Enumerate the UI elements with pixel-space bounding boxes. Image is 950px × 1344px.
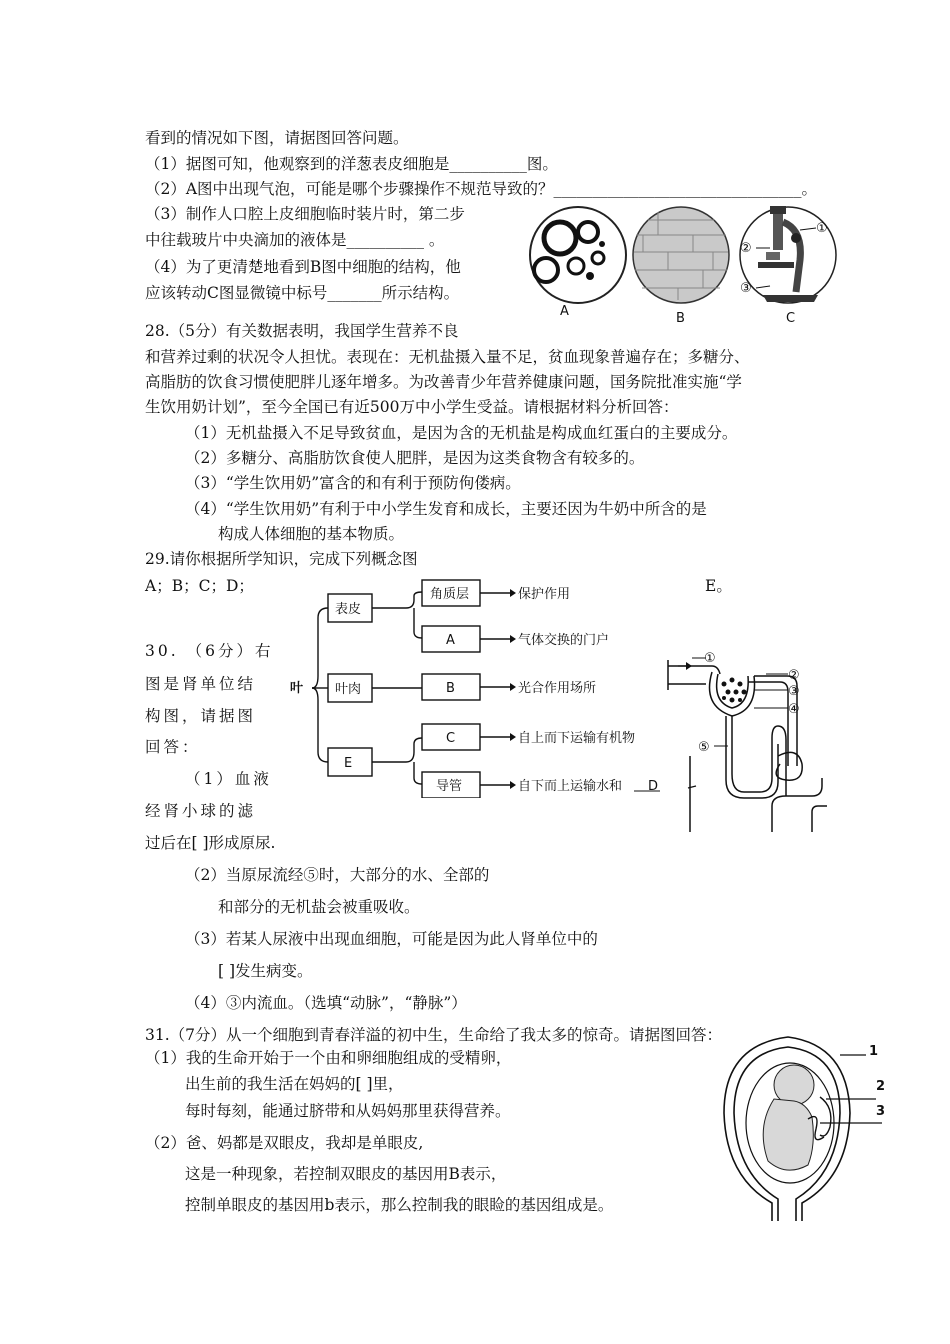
q31-item-1c: 每时每刻，能通过脐带和从妈妈那里获得营养。 [185,1102,511,1120]
q27-item-4a: （4）为了更清楚地看到B图中细胞的结构，他 [145,258,461,276]
scope-mark-2: ② [740,241,752,256]
q28-line-1: 28.（5分）有关数据表明，我国学生营养不良 [145,322,459,340]
map-photo: 光合作用场所 [518,681,597,696]
q27-item-3a: （3）制作人口腔上皮细胞临时装片时，第二步 [145,205,465,223]
q30-line-4: 回答： [145,738,201,756]
nephron-mark-5: ⑤ [698,740,710,755]
q28-item-4a: （4）“学生饮用奶”有利于中小学生发育和成长，主要还因为牛奶中所含的是 [185,500,707,518]
q27-item-2: （2）A图中出现气泡，可能是哪个步骤操作不规范导致的？________________________________。 [145,180,818,198]
q28-line-2: 和营养过剩的状况令人担忧。表现在：无机盐摄入量不足，贫血现象普遍存在；多糖分、 [145,348,750,366]
q28-item-1: （1）无机盐摄入不足导致贫血，是因为含的无机盐是构成血红蛋白的主要成分。 [185,424,738,442]
q28-line-4: 生饮用奶计划”，至今全国已有近500万中小学生受益。请根据材料分析回答： [145,398,679,416]
map-protect: 保护作用 [518,587,571,602]
nephron-mark-3: ③ [788,684,800,699]
q29-title: 29.请你根据所学知识，完成下列概念图 [145,550,418,568]
map-e: E [344,756,353,771]
q31-item-1b: 出生前的我生活在妈妈的[ ]里， [185,1075,404,1093]
intro-line: 看到的情况如下图，请据图回答问题。 [145,129,409,147]
view-a-bubbles [530,207,626,303]
q30-item-3a: （3）若某人尿液中出现血细胞，可能是因为此人肾单位中的 [185,930,598,948]
q31-item-2a: （2）爸、妈都是双眼皮，我却是单眼皮, [145,1134,424,1152]
q30-item-3b: [ ]发生病变。 [218,962,313,980]
q28-item-4b: 构成人体细胞的基本物质。 [218,525,405,543]
nephron-mark-1: ① [704,651,716,666]
nephron-mark-2: ② [788,668,800,683]
map-vessel: 导管 [436,779,463,794]
microscope-figure [518,200,838,325]
uterus-mark-2: 2 [876,1079,886,1094]
map-c: C [446,731,456,746]
map-mesophyll: 叶肉 [335,682,362,697]
q30-line-1: 30. （6分）右 [145,642,274,660]
map-b: B [446,681,455,696]
q27-item-3b: 中往载玻片中央滴加的液体是__________ 。 [145,231,445,249]
map-a: A [446,633,455,648]
map-cuticle: 角质层 [430,587,470,602]
map-organic: 自上而下运输有机物 [518,731,636,746]
q27-item-4b: 应该转动C图显微镜中标号_______所示结构。 [145,284,460,302]
q30-item-2a: （2）当原尿流经⑤时，大部分的水、全部的 [185,866,490,884]
map-d: D [648,779,659,794]
fig-label-c: C [786,311,796,325]
q30-line-3: 构图，请据图 [145,707,257,725]
q30-line-6: 经肾小球的滤 [145,802,257,820]
q31-item-2c: 控制单眼皮的基因用b表示，那么控制我的眼睑的基因组成是。 [185,1196,614,1214]
q30-line-7: 过后在[ ]形成原尿. [145,834,276,852]
map-epidermis: 表皮 [335,602,362,617]
q29-answer-e: E。 [705,577,732,595]
fig-label-a: A [560,304,569,319]
map-water: 自下而上运输水和 [518,779,623,794]
q27-item-1: （1）据图可知，他观察到的洋葱表皮细胞是__________图。 [145,155,558,173]
map-root: 叶 [290,681,304,696]
scope-mark-1: ① [816,221,828,236]
fig-label-b: B [676,311,685,325]
nephron-mark-4: ④ [788,702,800,717]
q30-line-2: 图是肾单位结 [145,675,257,693]
uterus-mark-3: 3 [876,1104,886,1119]
q28-item-2: （2）多糖分、高脂肪饮食使人肥胖，是因为这类食物含有较多的。 [185,449,645,467]
q30-item-2b: 和部分的无机盐会被重吸收。 [218,898,420,916]
q28-line-3: 高脂肪的饮食习惯使肥胖儿逐年增多。为改善青少年营养健康问题，国务院批准实施“学 [145,373,742,391]
q31-title: 31.（7分）从一个细胞到青春洋溢的初中生，生命给了我太多的惊奇。请据图回答： [145,1026,723,1044]
nephron-figure [662,646,832,832]
q31-item-2b: 这是一种现象，若控制双眼皮的基因用B表示， [185,1165,507,1183]
uterus-fetus-figure [716,1027,896,1223]
map-gas: 气体交换的门户 [518,633,610,648]
q31-item-1a: （1）我的生命开始于一个由和卵细胞组成的受精卵， [145,1049,512,1067]
q30-item-4: （4）③内流血。（选填“动脉”，“静脉”） [185,994,467,1012]
leaf-concept-map [284,576,664,798]
q29-answers: A；B；C；D； [145,577,254,595]
q30-line-5: （1）血液 [185,770,272,788]
scope-mark-3: ③ [740,281,752,296]
q28-item-3: （3）“学生饮用奶”富含的和有利于预防佝偻病。 [185,474,521,492]
view-b-onion-cells [633,207,729,303]
uterus-mark-1: 1 [869,1044,879,1059]
